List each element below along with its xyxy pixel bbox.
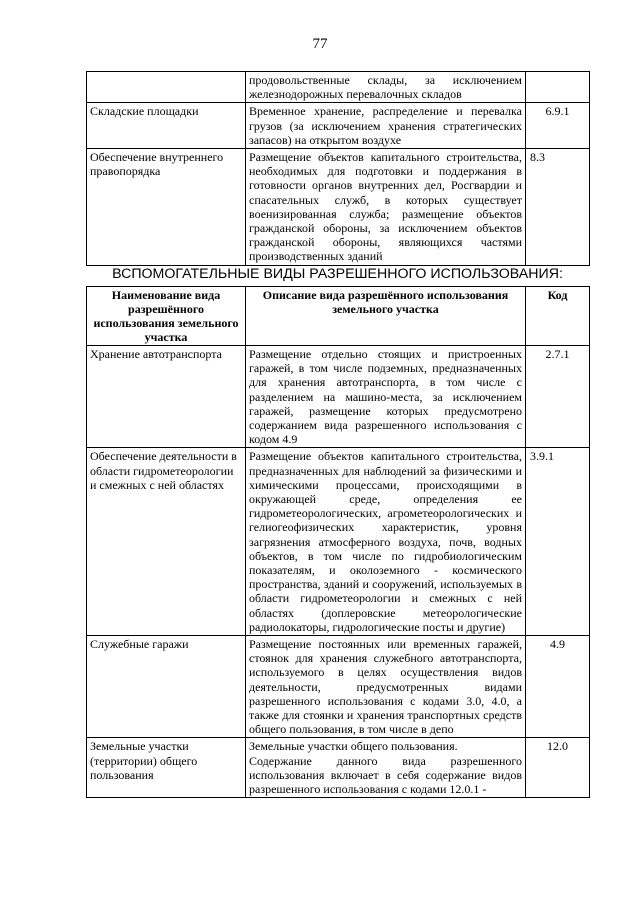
use-name: Хранение автотранспорта <box>87 346 246 448</box>
table-row <box>87 149 590 266</box>
header-description: Описание вида разрешённого использования земельного участка <box>246 287 526 346</box>
use-name: Обеспечение внутреннего правопорядка <box>87 149 246 266</box>
use-description: Размещение постоянных или временных гаражей, стоянок для хранения служебного автотранспорта, используемого в целях осуществления видов деятельности, предусмотренных видами разрешенного использования с кодами 3.0, 4.0, а также для стоянки и хранения транспортных средств общего пользования, в том числе в депо <box>246 636 526 738</box>
table-row <box>87 72 590 103</box>
use-name: Земельные участки (территории) общего пользования <box>87 738 246 798</box>
use-description-cell <box>246 738 526 798</box>
use-code: 12.0 <box>526 738 590 798</box>
use-description: Размещение объектов капитального строительства, предназначенных для наблюдений за физическими и химическими процессами, происходящими в окружающей среде, определения ее гидрометеорологических, агрометеорологических и гелиогеофизических характеристик, уровня загрязнения атмосферного воздуха, почв, водных объектов, в том числе по гидробиологическим показателям, и околоземного - космического пространства, зданий и сооружений, используемых в области гидрометеорологии и смежных с ней областях (доплеровские метеорологические радиолокаторы, гидрологические посты и другие) <box>246 448 526 636</box>
table-row <box>87 103 590 149</box>
table-row <box>87 738 590 798</box>
table-row <box>87 636 590 738</box>
table-row <box>87 346 590 448</box>
use-description: Земельные участки общего пользования. <box>249 739 458 754</box>
use-name: Складские площадки <box>87 103 246 149</box>
use-name: Служебные гаражи <box>87 636 246 738</box>
use-description: Временное хранение, распределение и перевалка грузов (за исключением хранения стратегических запасов) на открытом воздухе <box>246 103 526 149</box>
table-header-row <box>87 287 590 346</box>
auxiliary-use-table <box>86 286 590 798</box>
use-description: Размещение отдельно стоящих и пристроенных гаражей, в том числе подземных, предназначенных для хранения автотранспорта, в том числе с разделением на машино-места, за исключением гаражей, размещение которых предусмотрено содержанием вида разрешенного использования с кодом 4.9 <box>246 346 526 448</box>
use-code: 2.7.1 <box>526 346 590 448</box>
use-description-continued: Содержание данного вида разрешенного использования включает в себя содержание видов разрешенного использования с кодами 12.0.1 - <box>249 753 522 797</box>
use-code <box>526 72 590 103</box>
page-number: 77 <box>312 36 328 52</box>
use-code: 4.9 <box>526 636 590 738</box>
use-name <box>87 72 246 103</box>
use-code: 3.9.1 <box>526 448 590 636</box>
table-row <box>87 448 590 636</box>
use-description: Размещение объектов капитального строительства, необходимых для подготовки и поддержания в готовности органов внутренних дел, Росгвардии и спасательных служб, в которых существует военизированная служба; размещение объектов гражданской обороны, за исключением объектов гражданской обороны, являющихся частями производственных зданий <box>246 149 526 266</box>
use-name: Обеспечение деятельности в области гидрометеорологии и смежных с ней областях <box>87 448 246 636</box>
use-code: 6.9.1 <box>526 103 590 149</box>
header-code: Код <box>526 287 590 346</box>
permitted-use-table-continued <box>86 71 590 266</box>
section-heading: ВСПОМОГАТЕЛЬНЫЕ ВИДЫ РАЗРЕШЕННОГО ИСПОЛЬЗОВАНИЯ: <box>112 266 563 282</box>
use-description: продовольственные склады, за исключением железнодорожных перевалочных складов <box>246 72 526 103</box>
use-code: 8.3 <box>526 149 590 266</box>
header-name: Наименование вида разрешённого использования земельного участка <box>87 287 246 346</box>
